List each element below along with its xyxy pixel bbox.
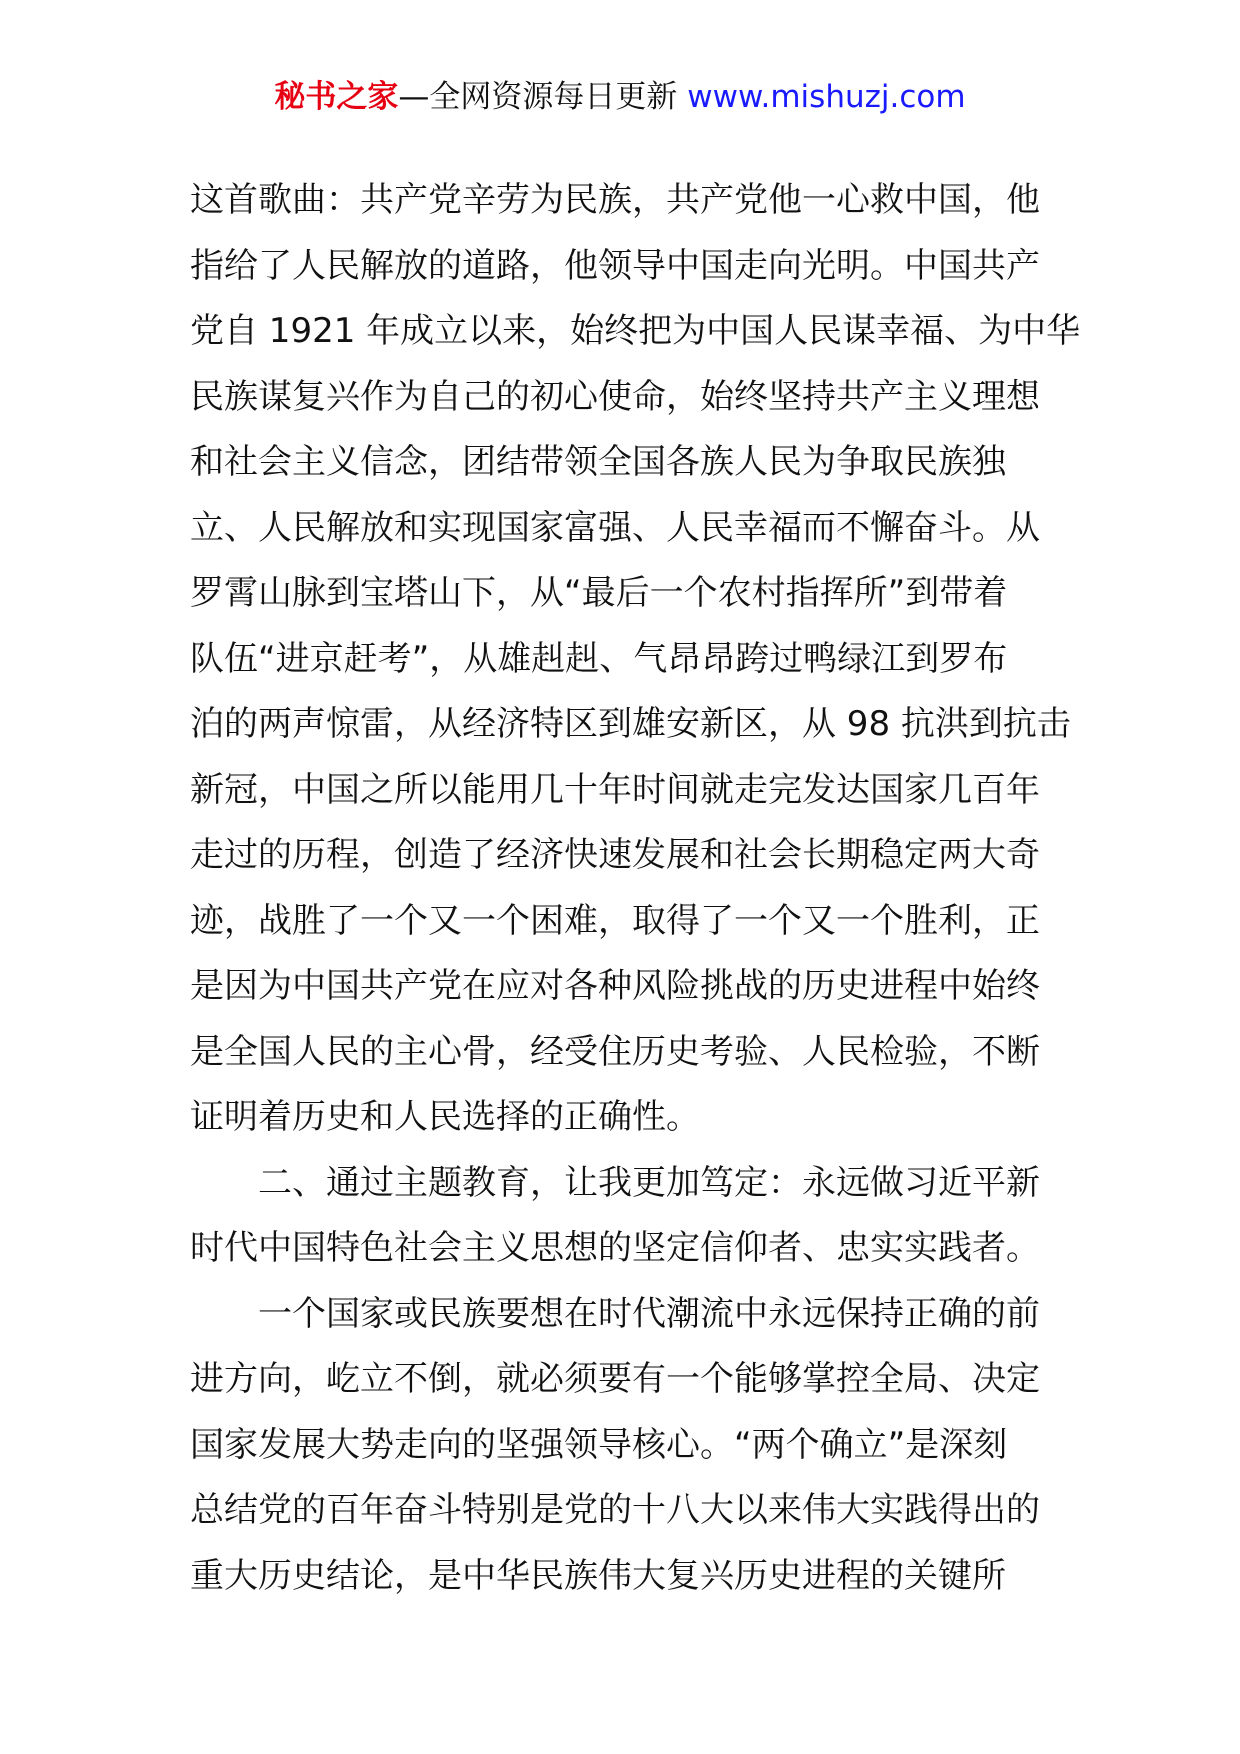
text-line: 罗霄山脉到宝塔山下，从“最后一个农村指挥所”到带着 [190, 573, 1008, 613]
paragraph-3 [190, 1282, 1060, 1610]
text-line: 进方向，屹立不倒，就必须要有一个能够掌控全局、决定 [190, 1359, 1040, 1399]
text-line: 走过的历程，创造了经济快速发展和社会长期稳定两大奇 [190, 835, 1040, 875]
text-line: 证明着历史和人民选择的正确性。 [190, 1097, 700, 1137]
paragraph-1 [190, 168, 1081, 1151]
text-line: 一个国家或民族要想在时代潮流中永远保持正确的前 [258, 1293, 1040, 1334]
text-line: 泊的两声惊雷，从经济特区到雄安新区，从 98 抗洪到抗击 [190, 704, 1071, 744]
header-slogan: —全网资源每日更新 [398, 79, 688, 115]
section-heading [190, 1151, 1060, 1282]
text-line: 指给了人民解放的道路，他领导中国走向光明。中国共产 [190, 245, 1040, 286]
text-line: 迹，战胜了一个又一个困难，取得了一个又一个胜利，正 [190, 900, 1040, 941]
text-line: 和社会主义信念，团结带领全国各族人民为争取民族独 [190, 442, 1006, 482]
text-line: 总结党的百年奋斗特别是党的十八大以来伟大实践得出的 [190, 1490, 1040, 1530]
website-url[interactable]: www.mishuzj.com [687, 79, 966, 115]
text-line: 重大历史结论，是中华民族伟大复兴历史进程的关键所 [190, 1555, 1006, 1596]
text-line: 是全国人民的主心骨，经受住历史考验、人民检验，不断 [190, 1031, 1040, 1072]
text-line: 立、人民解放和实现国家富强、人民幸福而不懈奋斗。从 [190, 507, 1040, 548]
heading-line: 二、通过主题教育，让我更加笃定：永远做习近平新 [258, 1162, 1040, 1203]
text-line: 党自 1921 年成立以来，始终把为中国人民谋幸福、为中华 [190, 311, 1081, 351]
document-body [190, 168, 1081, 1609]
heading-line: 时代中国特色社会主义思想的坚定信仰者、忠实实践者。 [190, 1228, 1040, 1268]
brand-name: 秘书之家 [274, 79, 399, 115]
text-line: 是因为中国共产党在应对各种风险挑战的历史进程中始终 [190, 966, 1040, 1006]
text-line: 国家发展大势走向的坚强领导核心。“两个确立”是深刻 [190, 1424, 1008, 1465]
text-line: 民族谋复兴作为自己的初心使命，始终坚持共产主义理想 [190, 376, 1040, 417]
page-header [0, 74, 1240, 120]
text-line: 这首歌曲：共产党辛劳为民族，共产党他一心救中国，他 [190, 180, 1040, 220]
text-line: 新冠，中国之所以能用几十年时间就走完发达国家几百年 [190, 769, 1040, 810]
text-line: 队伍“进京赶考”，从雄赳赳、气昂昂跨过鸭绿江到罗布 [190, 638, 1008, 679]
